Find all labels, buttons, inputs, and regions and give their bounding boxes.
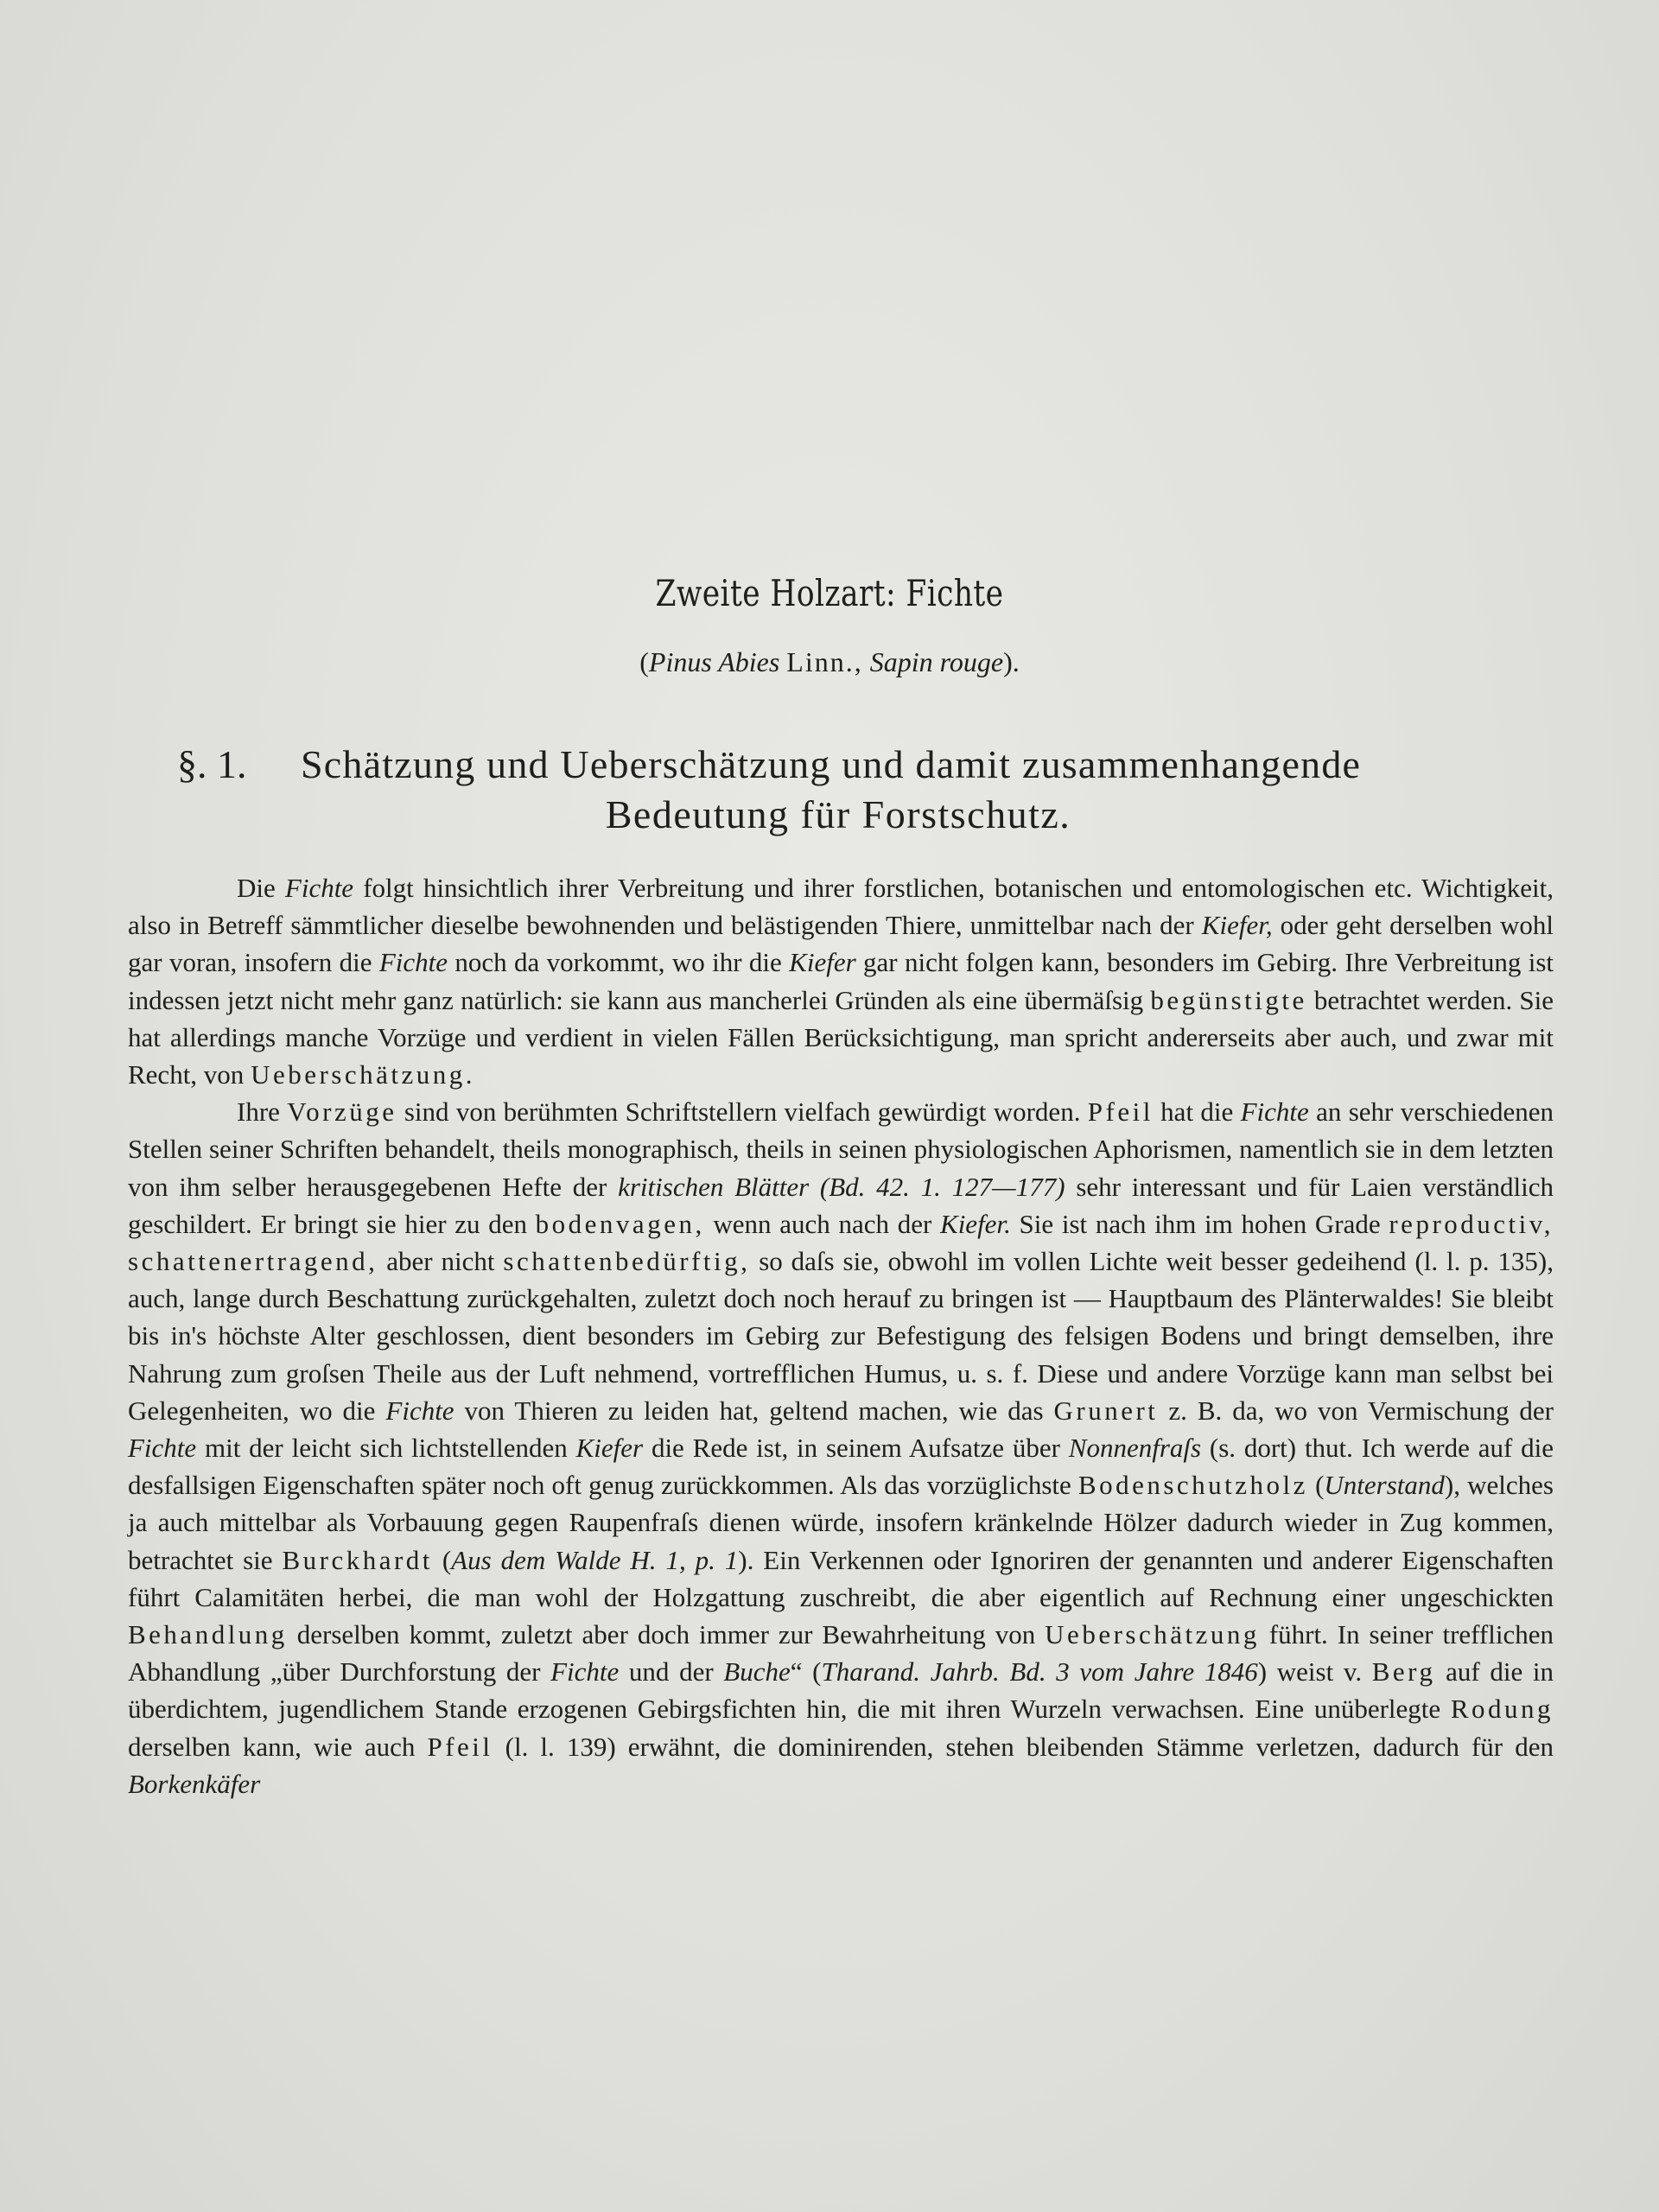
spaced-run: Bodenschutzholz bbox=[1077, 1470, 1308, 1501]
text-run: derselben kann, wie auch bbox=[128, 1731, 428, 1762]
italic-run: Fichte bbox=[550, 1656, 620, 1688]
italic-run: Borkenkäfer bbox=[128, 1768, 261, 1799]
text-run: ), welches ja auch mittelbar als Vorbauung gegen Raupenfraſs dienen würde, insofern kränkelnde Hölzer dadurch wieder in Zug kommen, betrachtet sie bbox=[128, 1470, 1554, 1575]
spaced-run: Berg bbox=[1371, 1656, 1436, 1688]
text-run: (l. l. 139) erwähnt, die dominirenden, stehen bleibenden Stämme verletzen, dadurch für den bbox=[493, 1731, 1554, 1762]
spaced-run: bodenvagen, bbox=[535, 1208, 705, 1239]
italic-run: Kiefer bbox=[789, 947, 856, 978]
text-run: die Rede ist, in seinem Aufsatze über bbox=[643, 1433, 1069, 1464]
spaced-run: schattenertragend, bbox=[128, 1246, 378, 1277]
italic-run: Tharand. Jahrb. Bd. 3 vom Jahre 1846 bbox=[821, 1656, 1258, 1688]
italic-run: Kiefer, bbox=[1201, 910, 1273, 941]
text-run: ( bbox=[1307, 1470, 1325, 1501]
spaced-run: Vorzüge bbox=[287, 1096, 397, 1128]
section-title-line2: Bedeutung für Forstschutz. bbox=[605, 792, 1071, 836]
italic-run: Kiefer. bbox=[940, 1208, 1011, 1239]
section-number: §. 1. bbox=[177, 742, 247, 786]
text-run: wenn auch nach der bbox=[704, 1208, 941, 1239]
text-run: so daſs sie, obwohl im vollen Lichte weit besser gedeihend (l. l. p. 135), auch, lange durch Beschattung zurückgehalten, zuletzt doch noch herauf zu bringen ist — Hauptbaum des Plänterwaldes! Sie bleibt bis in's höchste Alter geschlossen, dient besonders im Gebirg zur Befestigung des felsigen Bodens und bringt demselben, ihre Nahrung zum groſsen Theile aus der Luft nehmend, vortrefflichen Humus, u. s. f. Diese und andere Vorzüge kann man selbst bei Gelegenheiten, wo die bbox=[128, 1246, 1554, 1426]
subtitle-author: Linn., bbox=[786, 646, 863, 677]
italic-run: Nonnenfraſs bbox=[1068, 1433, 1202, 1464]
italic-run: Fichte bbox=[284, 873, 354, 903]
spaced-run: Pfeil bbox=[1087, 1096, 1154, 1128]
spaced-run: Behandlung bbox=[128, 1619, 288, 1650]
spaced-run: schattenbedürftig, bbox=[503, 1246, 751, 1277]
text-run: führt. In seiner trefflichen Abhandlung „über Durchforstung der bbox=[128, 1619, 1554, 1688]
page-title: Zweite Holzart: Fichte bbox=[655, 572, 1004, 614]
text-run: auf die in überdichtem, jugendlichem Stande erzogenen Gebirgsfichten hin, die mit ihren Wurzeln verwachsen. Eine unüberlegte bbox=[128, 1656, 1554, 1725]
text-run: gar nicht folgen kann, besonders im Gebirg. Ihre Verbreitung ist indessen jetzt nicht mehr ganz natürlich: sie kann aus mancherlei Gründen als eine übermäſsig bbox=[128, 947, 1554, 1015]
text-run: noch da vorkommt, wo ihr die bbox=[448, 947, 790, 978]
spaced-run: Ueberschätzung bbox=[1045, 1619, 1260, 1650]
subtitle-close: ). bbox=[1003, 646, 1020, 677]
text-run: “ ( bbox=[790, 1656, 822, 1688]
italic-run: Buche bbox=[723, 1656, 791, 1688]
spaced-run: Ueberschätzung. bbox=[251, 1059, 475, 1090]
text-run: sehr interessant und für Laien verständlich geschildert. Er bringt sie hier zu den bbox=[128, 1171, 1554, 1239]
page-subtitle bbox=[0, 646, 1659, 678]
section-title-line1: Schätzung und Ueberschätzung und damit zusammenhangende bbox=[301, 742, 1362, 786]
text-run: Die bbox=[237, 873, 285, 903]
text-run: derselben kommt, zuletzt aber doch immer zur Bewahrheitung von bbox=[287, 1619, 1046, 1650]
italic-run: Fichte bbox=[1240, 1096, 1309, 1128]
text-run: von Thieren zu leiden hat, geltend machen, wie das bbox=[454, 1395, 1054, 1426]
text-run: folgt hinsichtlich ihrer Verbreitung und ihrer forstlichen, botanischen und entomologischen etc. Wichtigkeit, also in Betreff sämmtlicher dieselbe bewohnenden und belästigenden Thiere, unmittelbar nach der bbox=[128, 873, 1554, 941]
text-run: z. B. da, wo von Vermischung der bbox=[1158, 1395, 1554, 1426]
spaced-run: Burckhardt bbox=[282, 1544, 433, 1575]
italic-run: Fichte bbox=[378, 947, 448, 978]
text-run: mit der leicht sich lichtstellenden bbox=[196, 1433, 576, 1464]
text-run: betrachtet werden. Sie hat allerdings manche Vorzüge und verdient in vielen Fällen Berücksichtigung, man spricht andererseits aber auch, und zwar mit Recht, von bbox=[128, 984, 1554, 1090]
text-run: (s. dort) thut. Ich werde auf die desfallsigen Eigenschaften später noch oft genug zurückkommen. Als das vorzüglichste bbox=[128, 1433, 1554, 1501]
paragraph-1 bbox=[128, 869, 1554, 1093]
spaced-run: Rodung bbox=[1450, 1694, 1554, 1725]
italic-run: Fichte bbox=[128, 1433, 197, 1464]
text-run: hat die bbox=[1153, 1096, 1241, 1128]
subtitle-common: Sapin rouge bbox=[869, 646, 1004, 677]
text-run: ( bbox=[432, 1544, 452, 1575]
text-run: sind von berühmten Schriftstellern vielfach gewürdigt worden. bbox=[397, 1096, 1088, 1128]
subtitle-genus: Pinus Abies bbox=[648, 646, 780, 677]
italic-run: Aus dem Walde H. 1, p. 1 bbox=[451, 1544, 739, 1575]
text-run: Sie ist nach ihm im hohen Grade bbox=[1010, 1208, 1389, 1239]
spaced-run: Pfeil bbox=[427, 1731, 493, 1762]
text-run: ). Ein Verkennen oder Ignoriren der genannten und anderer Eigenschaften führt Calamitäten herbei, die man wohl der Holzgattung zuschreibt, die aber eigentlich auf Rechnung einer ungeschickten bbox=[128, 1544, 1554, 1612]
italic-run: Unterstand bbox=[1324, 1470, 1445, 1501]
text-run: oder geht derselben wohl gar voran, insofern die bbox=[128, 910, 1554, 978]
text-run: aber nicht bbox=[378, 1246, 504, 1277]
paragraph-2 bbox=[128, 1093, 1554, 1802]
subtitle-open: ( bbox=[639, 646, 649, 677]
spaced-run: Grunert bbox=[1053, 1395, 1159, 1426]
text-run: und der bbox=[619, 1656, 724, 1688]
body-text bbox=[128, 869, 1554, 1802]
spaced-run: reproductiv, bbox=[1389, 1208, 1554, 1239]
text-run: Ihre bbox=[237, 1096, 288, 1128]
italic-run: Fichte bbox=[385, 1395, 454, 1426]
spaced-run: begünstigte bbox=[1150, 984, 1307, 1015]
text-run: ) weist v. bbox=[1257, 1656, 1372, 1688]
italic-run: kritischen Blätter (Bd. 42. 1. 127—177) bbox=[618, 1171, 1065, 1202]
text-run: an sehr verschiedenen Stellen seiner Schriften behandelt, theils monographisch, theils in seinen physiologischen Aphorismen, namentlich sie in dem letzten von ihm selber herausgegebenen Hefte der bbox=[128, 1096, 1554, 1202]
italic-run: Kiefer bbox=[575, 1433, 644, 1464]
